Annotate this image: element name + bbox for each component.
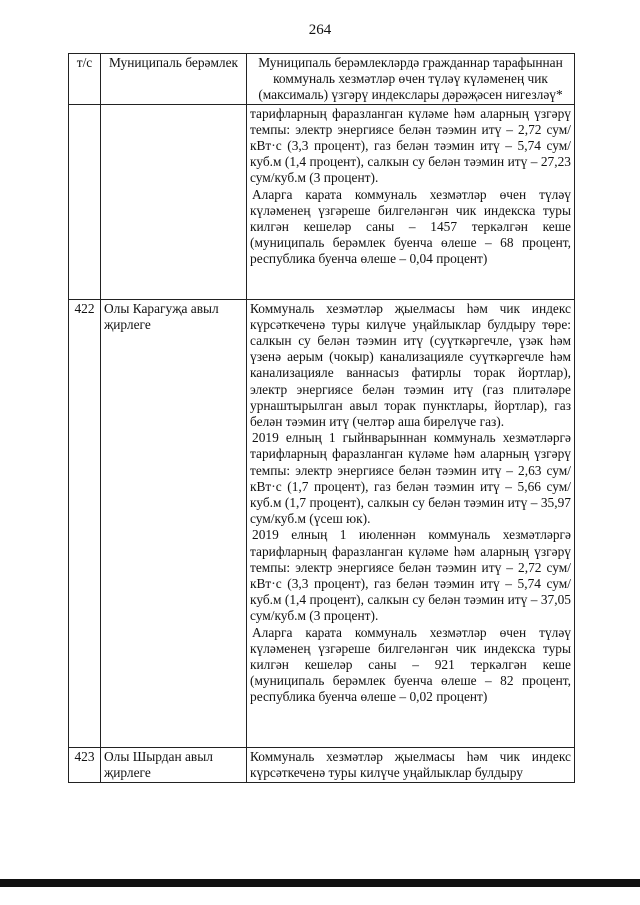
header-description: Муниципаль берәмлекләрдә гражданнар тарафыннан коммуналь хезмәтләр өчен түләү күләменең чик (максималь) үзгәрү индекслары дәрәҗәсен нигезләү* xyxy=(247,54,575,105)
header-num: т/с xyxy=(69,54,101,105)
row-num: 422 xyxy=(69,299,101,747)
page-number: 264 xyxy=(308,22,332,38)
table-row xyxy=(69,299,575,747)
row-num xyxy=(69,104,101,299)
description-paragraph: Коммуналь хезмәтләр җыелмасы һәм чик индекс күрсәткеченә туры килүче уңайлыклар булдыру xyxy=(250,748,571,780)
description-paragraph: Коммуналь хезмәтләр җыелмасы һәм чик индекс күрсәткеченә туры килүче уңайлыклар булдыру төре: салкын су белән тәэмин итү (суүткәргечле, үзәк һәм үзенә аерым (чокыр) канализацияле суүткәргечле һәм канализацияле ваннасыз фатирлы торак йортлар), электр энергиясе белән тәэмин итү (газ плитәләре урнаштырылган авыл торак пунктлары, йортлар), газ белән тәэмин итү (челтәр аша бирелүче газ). xyxy=(250,300,571,430)
table-row xyxy=(69,747,575,782)
description-paragraph: 2019 елның 1 гыйнварыннан коммуналь хезмәтләргә тарифларның фаразланган күләме һәм аларның үзгәрү темпы: электр энергиясе белән тәэмин итү – 2,63 сум/кВт·с (1,7 процент), газ белән тәэмин итү – 5,66 сум/куб.м (1,7 процент), салкын су белән тәэмин итү – 35,97 сум/куб.м (үсеш юк). xyxy=(250,430,571,527)
row-municipality: Олы Карагуҗа авыл җирлеге xyxy=(101,299,247,747)
table-row xyxy=(69,104,575,299)
header-municipality: Муниципаль берәмлек xyxy=(101,54,247,105)
row-description xyxy=(247,299,575,747)
tariff-index-table xyxy=(68,53,575,783)
description-paragraph: 2019 елның 1 июленнән коммуналь хезмәтләргә тарифларның фаразланган күләме һәм аларның үзгәрү темпы: электр энергиясе белән тәэмин итү – 2,72 сум/кВт·с (3,3 процент), газ белән тәэмин итү – 5,74 сум/куб.м (1,4 процент), салкын су белән тәэмин итү – 37,05 сум/куб.м (3 процент). xyxy=(250,527,571,624)
row-municipality: Олы Шырдан авыл җирлеге xyxy=(101,747,247,782)
description-paragraph: Аларга карата коммуналь хезмәтләр өчен түләү күләменең үзгәреше билгеләнгән чик индекска туры килгән кешеләр саны – 921 теркәлгән кеше (муниципаль берәмлек буенча өлеше – 82 процент, республика буенча өлеше – 0,02 процент) xyxy=(250,624,571,705)
description-paragraph: тарифларның фаразланган күләме һәм аларның үзгәрү темпы: электр энергиясе белән тәэмин итү – 2,72 сум/кВт·с (3,3 процент), газ белән тәэмин итү – 5,74 сум/куб.м (1,4 процент), салкын су белән тәэмин итү – 27,23 сум/куб.м (3 процент). xyxy=(250,105,571,186)
row-description xyxy=(247,104,575,299)
row-num: 423 xyxy=(69,747,101,782)
scan-edge-bar xyxy=(0,879,640,887)
row-description xyxy=(247,747,575,782)
table-header-row xyxy=(69,54,575,105)
row-municipality xyxy=(101,104,247,299)
description-paragraph: Аларга карата коммуналь хезмәтләр өчен түләү күләменең үзгәреше билгеләнгән чик индекска туры килгән кешеләр саны – 1457 теркәлгән кеше (муниципаль берәмлек буенча өлеше – 68 процент, республика буенча өлеше – 0,04 процент) xyxy=(250,186,571,267)
